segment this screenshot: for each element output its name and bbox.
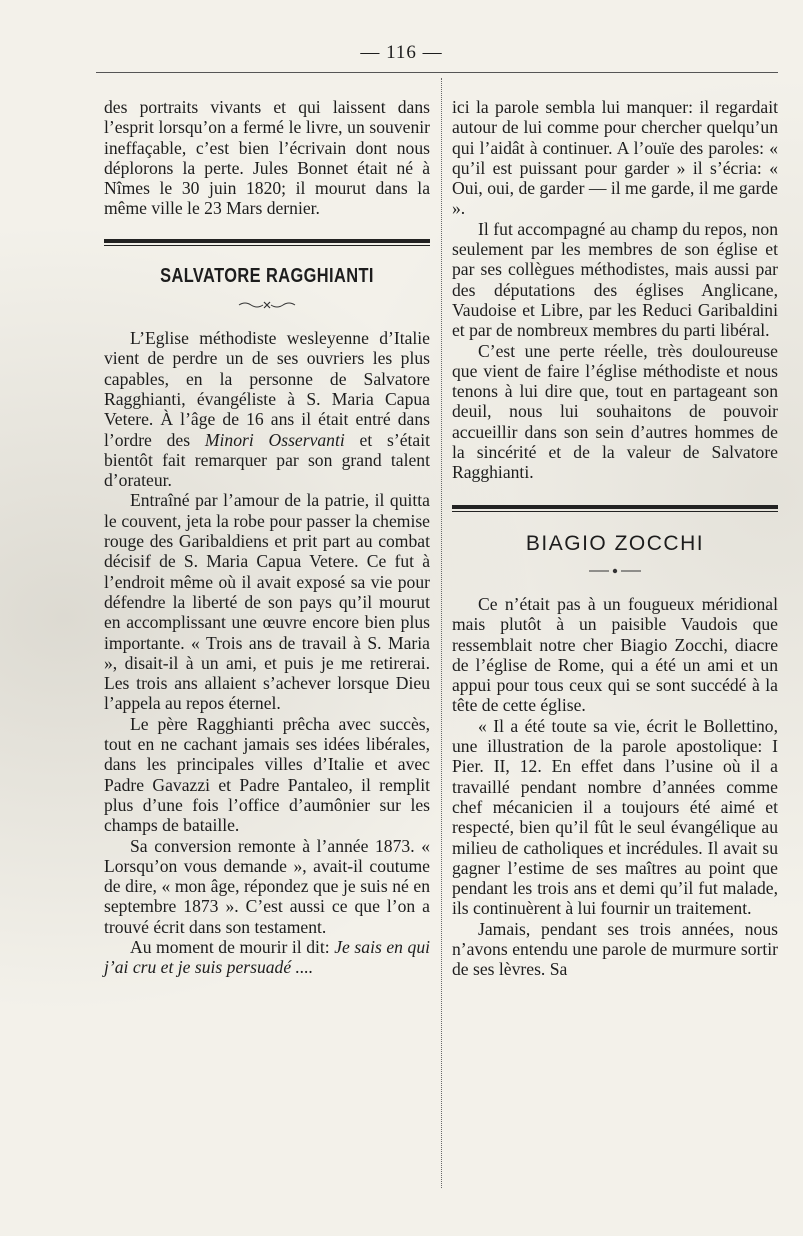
column-divider: [441, 78, 442, 1188]
paragraph-10: Jamais, pendant ses trois années, nous n’avons entendu une parole de murmure sortir de ses lèvres. Sa: [452, 918, 778, 980]
paragraph-5-continued: ici la parole sembla lui manquer: il regardait autour de lui comme pour chercher quelqu’un qui l’aidât à continuer. A l’ouïe des paroles: « qu’il est puissant pour garder » il s’écria: « Oui, oui, de garder — il me garde, il me garde ».: [452, 97, 778, 219]
article-title-zocchi: BIAGIO ZOCCHI: [525, 531, 705, 555]
paragraph-3: Le père Ragghianti prêcha avec succès, tout en ne cachant jamais ses idées libérales, dans les principales villes d’Italie et avec Padre Gavazzi et Padre Pantaleo, il remplit plus d’une fois l’office d’aumônier sur les champs de bataille.: [104, 713, 430, 836]
paragraph-1: L’Eglise méthodiste wesleyenne d’Italie vient de perdre un de ses ouvriers les plus capables, en la personne de Salvatore Ragghianti, évangéliste à S. Maria Capua Vetere. À l’âge de 16 ans il était entré dans l’ordre des Minori Osservanti et s’était bientôt fait remarquer par son grand talent d’orateur.: [104, 328, 431, 491]
italic-last-words: Je sais en qui j’ai cru et je suis persuadé ....: [104, 936, 431, 978]
section-rule: [452, 505, 778, 512]
left-column: [104, 97, 430, 978]
paragraph-6: Il fut accompagné au champ du repos, non seulement par les membres de son église et par ses collègues méthodistes, mais aussi par des députations des églises Anglicane, Vaudoise et Libre, par les Reduci Garibaldini et par de nombreux membres du parti libéral.: [452, 218, 778, 341]
italic-order-name: Minori Osservanti: [204, 429, 345, 450]
section-rule: [104, 239, 430, 246]
page-number: — 116 —: [360, 42, 443, 63]
ornament-icon: [585, 566, 645, 576]
ornament-divider: [104, 300, 430, 310]
paragraph-5: Au moment de mourir il dit: Je sais en qui j’ai cru et je suis persuadé ....: [104, 936, 431, 978]
paragraph-7: C’est une perte réelle, très douloureuse que vient de faire l’église méthodiste et nous tenons à lui dire que, tout en partageant son deuil, nous lui souhaitons de pouvoir accueillir dans son sein d’autres hommes de la sincérité et de la valeur de Salvatore Ragghianti.: [452, 340, 778, 483]
intro-paragraph: des portraits vivants et qui laissent dans l’esprit lorsqu’on a fermé le livre, un souvenir ineffaçable, c’est bien l’écrivain dont nous déplorons la perte. Jules Bonnet était né à Nîmes le 30 juin 1820; il mourut dans la même ville le 23 Mars dernier.: [104, 97, 430, 219]
paragraph-2: Entraîné par l’amour de la patrie, il quitta le couvent, jeta la robe pour passer la chemise rouge des Garibaldiens et prit part au combat décisif de S. Maria Capua Vetere. Ce fut à l’endroit même où il avait exposé sa vie pour défendre la liberté de son pays qu’il mourut en accomplissant une œuvre encore bien plus importante. « Trois ans de travail à S. Maria », disait-il à un ami, et puis je me retirerai. Les trois ans allaient s’achever lorsque Dieu l’appela au repos éternel.: [104, 490, 430, 714]
article-title-ragghianti: SALVATORE RAGGHIANTI: [160, 264, 374, 287]
ornament-icon: [237, 300, 297, 310]
paragraph-8: Ce n’était pas à un fougueux méridional mais plutôt à un paisible Vaudois que ressemblait notre cher Biagio Zocchi, diacre de l’église de Rome, qui a été un ami et un appui pour tous ceux qui se sont succédé à la tête de cette église.: [452, 593, 778, 716]
paragraph-4: Sa conversion remonte à l’année 1873. « Lorsqu’on vous demande », avait-il coutume de dire, « mon âge, répondez que je suis né en septembre 1873 ». C’est aussi ce que l’on a trouvé écrit dans son testament.: [104, 835, 430, 937]
header-rule: [96, 72, 778, 73]
ornament-divider: [452, 566, 778, 576]
paragraph-9: « Il a été toute sa vie, écrit le Bollettino, une illustration de la parole apostolique: I Pier. II, 12. En effet dans l’usine où il a travaillé pendant nombre d’années comme chef mécanicien il a toujours été aimé et respecté, bien qu’il fût le seul évangélique au milieu de catholiques et incrédules. Il avait su gagner l’estime de ses maîtres au point que pendant les trois ans et demi qu’il fut malade, ils continuèrent à lui fournir un traitement.: [452, 715, 778, 919]
right-column: [452, 97, 778, 980]
